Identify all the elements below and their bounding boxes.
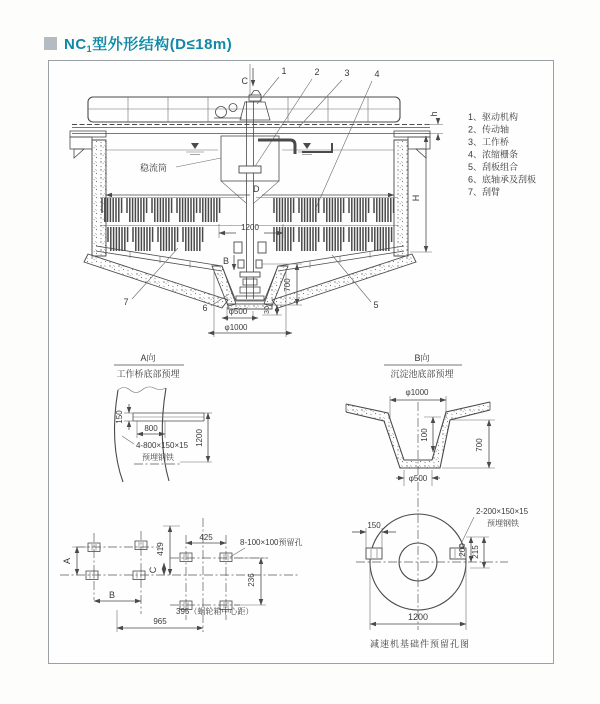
title-subscript: 1 bbox=[86, 44, 93, 54]
legend-item: 3、工作桥 bbox=[468, 137, 510, 147]
dim-1200-main: 1200 bbox=[241, 223, 259, 232]
dim-700-b: 700 bbox=[475, 438, 484, 452]
flange-pad-left bbox=[366, 548, 382, 559]
embed-label-flange: 预埋钢铁 bbox=[487, 519, 519, 528]
dim-h: h bbox=[429, 111, 439, 117]
dim-965: 965 bbox=[153, 617, 167, 626]
section-label-b: B bbox=[222, 256, 229, 266]
legend-item: 4、浓缩栅条 bbox=[468, 149, 519, 160]
dim-D: D bbox=[253, 184, 260, 194]
flange-drawing bbox=[352, 507, 529, 649]
dim-150-a: 150 bbox=[115, 410, 124, 424]
callout-1: 1 bbox=[281, 66, 287, 76]
dim-1200-flange: 1200 bbox=[407, 612, 429, 622]
callout-7: 7 bbox=[123, 297, 129, 307]
detail-b-title: B向 bbox=[414, 353, 430, 363]
callout-6: 6 bbox=[202, 303, 208, 313]
legend-list bbox=[468, 111, 536, 197]
main-elevation-drawing bbox=[70, 64, 443, 337]
plan-label-a: A bbox=[62, 557, 72, 565]
callout-4: 4 bbox=[374, 69, 380, 79]
callout-3: 3 bbox=[344, 68, 350, 78]
detail-a-title: A向 bbox=[140, 353, 156, 363]
detail-b-drawing bbox=[346, 352, 495, 630]
plate-label-a: 4-800×150×15 bbox=[135, 441, 189, 450]
holes-label: 8-100×100预留孔 bbox=[240, 538, 303, 547]
embed-label-a: 预埋钢铁 bbox=[142, 453, 174, 462]
title-prefix: NC bbox=[64, 36, 87, 53]
detail-b-subtitle: 沉淀池底部预埋 bbox=[390, 369, 454, 379]
legend-item: 1、驱动机构 bbox=[468, 112, 519, 122]
dim-30: 30 bbox=[262, 306, 271, 314]
dim-700-main: 700 bbox=[283, 278, 292, 292]
detail-a-drawing bbox=[114, 352, 212, 482]
dim-395: 395（蜗轮箱中心距） bbox=[176, 607, 254, 616]
dim-236: 236 bbox=[247, 573, 256, 587]
section-label-c: C bbox=[241, 76, 248, 86]
plan-view-drawing bbox=[60, 518, 302, 632]
legend-item: 6、底轴承及刮板 bbox=[468, 174, 537, 185]
dim-1200-a: 1200 bbox=[195, 429, 204, 447]
dim-215: 215 bbox=[471, 545, 480, 559]
legend-item: 2、传动轴 bbox=[468, 124, 510, 135]
plan-label-b: B bbox=[108, 590, 116, 600]
dim-phi500-b: φ500 bbox=[408, 474, 428, 483]
dim-H: H bbox=[411, 194, 421, 202]
dim-425: 425 bbox=[199, 533, 213, 542]
callout-5: 5 bbox=[373, 300, 379, 310]
dim-100-b: 100 bbox=[420, 428, 429, 442]
dim-150-flange: 150 bbox=[367, 521, 381, 530]
title-suffix: 型外形结构(D≤18m) bbox=[92, 36, 233, 53]
dim-200: 200 bbox=[458, 543, 467, 557]
dim-800-a: 800 bbox=[144, 424, 158, 433]
plate-label-flange: 2-200×150×15 bbox=[475, 507, 529, 516]
detail-a-subtitle: 工作桥底部预埋 bbox=[116, 369, 180, 379]
callout-2: 2 bbox=[314, 67, 320, 77]
legend-item: 7、刮臂 bbox=[468, 187, 501, 197]
plan-label-c: C bbox=[148, 566, 158, 574]
dim-phi500-main: φ500 bbox=[228, 307, 248, 316]
dim-phi1000-b: φ1000 bbox=[405, 388, 429, 397]
legend-item: 5、刮板组合 bbox=[468, 162, 519, 172]
feedwell-label: 稳流筒 bbox=[140, 163, 168, 173]
dim-phi1000-main: φ1000 bbox=[224, 323, 248, 332]
flange-caption: 减速机基础件预留孔图 bbox=[369, 639, 471, 649]
dim-419: 419 bbox=[156, 542, 165, 556]
